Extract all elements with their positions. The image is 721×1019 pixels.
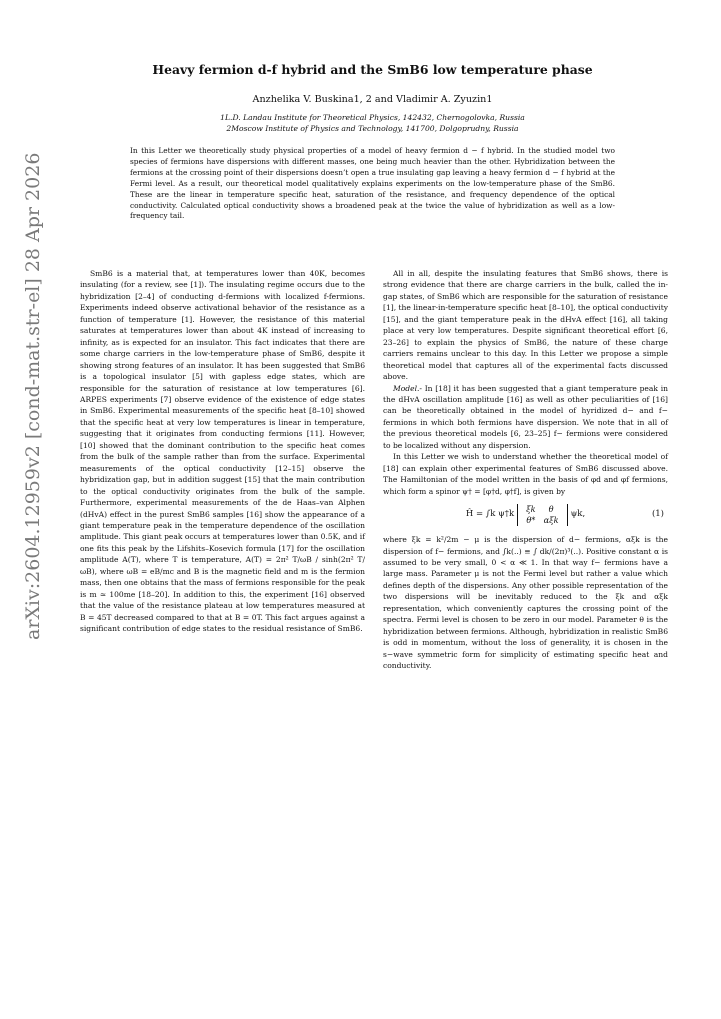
affiliation-2: 2Moscow Institute of Physics and Technology, 141700, Dolgoprudny, Russia bbox=[226, 124, 519, 133]
matrix-cell: θ bbox=[548, 504, 554, 515]
equation-matrix bbox=[517, 504, 567, 526]
model-lead: Model.- bbox=[393, 383, 422, 393]
body-paragraph: SmB6 is a material that, at temperatures lower than 40K, becomes insulating (for a review, see [1]). The insulating regime occurs due to the hybridization [2–4] of conducting d-fermions with localized f-fermions. Experiments indeed observe activational behavior of the resistance as a function of temperature [1]. However, the resistance of this material saturates at temperatures lower than about 4K instead of increasing to infinity, as is expected for an insulator. This fact indicates that there are some charge carriers in the low-temperature phase of SmB6, despite it showing strong features of an insulator. It has been suggested that SmB6 is a topological insulator [5] with gapless edge states, which are responsible for the saturation of resistance at low temperatures [6]. ARPES experiments [7] observe evidence of the existence of edge states in SmB6. Experimental measurements of the specific heat [8–10] showed that the specific heat at very low temperatures is linear in temperature, suggesting that it originates from conducting fermions [11]. However, [10] showed that the dominant contribution to the specific heat comes from the bulk of the sample rather than from the surface. Experimental measurements of the optical conductivity [12–15] observe the hybridization gap, but in addition suggest [15] that the main contribution to the optical conductivity originates from the bulk of the sample. Furthermore, experimental measurements of the de Haas–van Alphen (dHvA) effect in the purest SmB6 samples [16] show the appearance of a giant temperature peak in the temperature dependence of the oscillation amplitude. This giant peak occurs at temperatures lower than 0.5K, and if one fits this peak by the Lifshits–Kosevich formula [17] for the oscillation amplitude A(T), where T is temperature, A(T) = 2π² T/ωB / sinh(2π² T/ωB), where ωB = eB/mc and B is the magnetic field and m is the fermion mass, then one obtains that the mass of fermions responsible for the peak is m ≃ 100me [18–20]. In addition to this, the experiment [16] observed that the value of the resistance plateau at low temperatures measured at B = 45T decreased compared to that at B = 0T. This fact argues against a significant contribution of edge states to the residual resistance of SmB6. bbox=[80, 269, 365, 634]
left-column bbox=[80, 268, 365, 635]
affiliation-1: 1L.D. Landau Institute for Theoretical Physics, 142432, Chernogolovka, Russia bbox=[220, 113, 525, 122]
equation-lhs: Ĥ = ∫k ψ†k bbox=[465, 509, 515, 520]
matrix-cell: αξk bbox=[543, 515, 559, 526]
equation-1 bbox=[383, 500, 668, 530]
matrix-cell: θ* bbox=[526, 515, 536, 526]
paper-title: Heavy fermion d-f hybrid and the SmB6 low temperature phase bbox=[152, 62, 593, 77]
model-paragraph bbox=[383, 383, 668, 452]
equation-number: (1) bbox=[651, 509, 664, 520]
body-paragraph: In this Letter we wish to understand whether the theoretical model of [18] can explain other experimental features of SmB6 discussed above. The Hamiltonian of the model written in the basis of φd and φf fermions, which form a spinor ψ† = [φ†d, φ†f], is given by bbox=[383, 452, 668, 496]
body-paragraph: where ξk = k²/2m − μ is the dispersion of d− fermions, αξk is the dispersion of f− fermions, and ∫k(..) ≡ ∫ dk/(2π)³(..). Positive constant α is assumed to be very small, 0 < α ≪ 1. In that way f− fermions have a large mass. Parameter μ is not the Fermi level but rather a value which defines depth of the dispersions. Any other possible representation of the two dispersions will be inevitably reduced to the ξk and αξk representation, which conveniently captures the crossing point of the spectra. Fermi level is chosen to be zero in our model. Parameter θ is the hybridization between fermions. Although, hybridization in realistic SmB6 is odd in momentum, without the loss of generality, it is chosen in the s−wave symmetric form for simplicity of estimating specific heat and conductivity. bbox=[383, 535, 668, 671]
right-column bbox=[383, 268, 668, 672]
author-list: Anzhelika V. Buskina1, 2 and Vladimir A. Zyuzin1 bbox=[252, 94, 493, 105]
matrix-cell: ξk bbox=[526, 504, 536, 515]
body-paragraph: All in all, despite the insulating features that SmB6 shows, there is strong evidence that there are charge carriers in the bulk, called the in-gap states, of SmB6 which are responsible for the saturation of resistance [1], the linear-in-temperature specific heat [8–10], the optical conductivity [15], and the giant temperature peak in the dHvA effect [16], all taking place at very low temperatures. Despite significant theoretical effort [6, 23–26] to explain the physics of SmB6, the nature of these charge carriers remains unclear to this day. In this Letter we propose a simple theoretical model that captures all of the experimental facts discussed above. bbox=[383, 269, 668, 382]
abstract: In this Letter we theoretically study physical properties of a model of heavy fermion d − f hybrid. In the studied model two species of fermions have dispersions with different masses, one being much heavier than the other. Hybridization between the fermions at the crossing point of their dispersions doesn’t open a true insulating gap leaving a heavy fermion d − f hybrid at the Fermi level. As a result, our theoretical model qualitatively explains experiments on the low-temperature phase of the SmB6. These are the linear in temperature specific heat, saturation of the resistance, and frequency dependence of the optical conductivity. Calculated optical conductivity shows a broadened peak at the twice the value of hybridization as well as a low-frequency tail. bbox=[130, 146, 615, 221]
equation-rhs: ψk, bbox=[570, 509, 586, 520]
model-text: In [18] it has been suggested that a giant temperature peak in the dHvA oscillation amplitude [16] as well as other peculiarities of [16] can be theoretically obtained in the model of hyridized d− and f− fermions in which both fermions have dispersion. We note that in all of the previous theoretical models [6, 23–25] f− fermions were considered to be localized without any dispersion. bbox=[383, 383, 668, 450]
arxiv-side-stamp: arXiv:2604.12959v2 [cond-mat.str-el] 28 Apr 2026 bbox=[22, 152, 44, 640]
